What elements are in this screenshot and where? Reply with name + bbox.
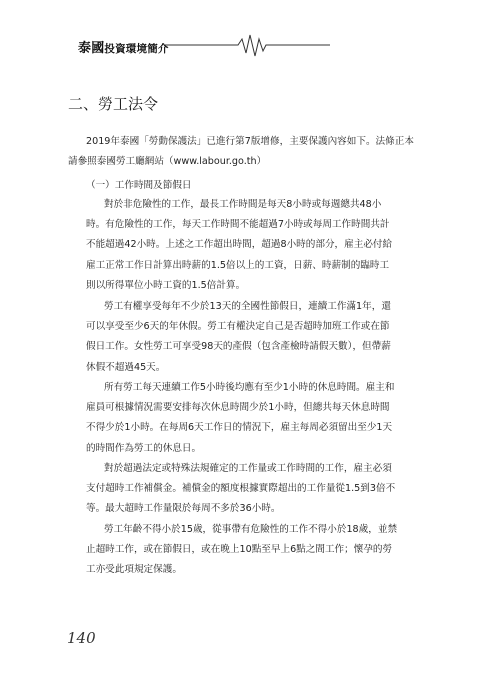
paragraph-line: 等。最大超時工作量限於每周不多於36小時。	[86, 503, 281, 515]
paragraph-line: 雇員可根據情況需要安排每次休息時間少於1小時，但總共每天休息時間	[86, 402, 390, 414]
paragraph-rest-time	[86, 378, 395, 459]
paragraph-line: 支付超時工作補償金。補償金的額度根據實際超出的工作量從1.5到3倍不	[86, 483, 396, 495]
paragraph-line: 休假不超過45天。	[86, 361, 166, 373]
paragraph-line: 止超時工作，或在節假日，或在晚上10點至早上6點之間工作；懷孕的勞	[86, 544, 393, 556]
section-title: 二、勞工法令	[68, 95, 159, 113]
paragraph-line: 不能超過42小時。上述之工作超出時間，超過8小時的部分，雇主必付給	[86, 239, 393, 251]
paragraph-line: 則以所得單位小時工資的1.5倍計算。	[86, 279, 246, 291]
paragraph-line: 不得少於1小時。在每周6天工作日的情況下，雇主每周必須留出至少1天	[86, 422, 393, 434]
page-number: 140	[67, 629, 96, 647]
intro-paragraph	[68, 132, 414, 172]
header-title-rest: 投資環境簡介	[104, 43, 169, 55]
paragraph-line: 工亦受此項規定保護。	[86, 564, 182, 576]
header-title	[78, 37, 169, 56]
paragraph-line: 時。有危險性的工作，每天工作時間不能超過7小時或每周工作時間共計	[86, 219, 390, 231]
paragraph-line: 所有勞工每天連續工作5小時後均應有至少1小時的休息時間。雇主和	[104, 382, 395, 393]
paragraph-line: 可以享受至少6天的年休假。勞工有權決定自己是否超時加班工作或在節	[86, 321, 390, 333]
paragraph-line: 勞工有權享受每年不少於13天的全國性節假日，連續工作滿1年，還	[104, 301, 391, 312]
paragraph-working-hours	[86, 195, 393, 296]
paragraph-line: 勞工年齡不得小於15歲，從事帶有危險性的工作不得小於18歲，並禁	[104, 524, 398, 535]
paragraph-overtime	[86, 459, 396, 520]
paragraph-holidays	[86, 297, 391, 378]
paragraph-minimum-age	[86, 520, 398, 581]
paragraph-line: 假日工作。女性勞工可享受98天的產假（包含產檢時請假天數），但帶薪	[86, 341, 391, 353]
intro-line: 請參照泰國勞工廳網站（www.labour.go.th）	[68, 156, 267, 168]
paragraph-line: 的時間作為勞工的休息日。	[86, 442, 202, 454]
subsection-title: （一）工作時間及節假日	[86, 180, 192, 191]
running-header	[78, 30, 418, 60]
paragraph-line: 對於非危險性的工作，最長工作時間是每天8小時或每週總共48小	[104, 199, 382, 210]
paragraph-line: 雇工正常工作日計算出時薪的1.5倍以上的工資，日薪、時薪制的臨時工	[86, 259, 390, 271]
header-title-prefix: 泰國	[78, 41, 105, 56]
intro-line: 2019年泰國「勞動保護法」已進行第7版增修，主要保護內容如下。法條正本	[86, 136, 414, 147]
paragraph-line: 對於超過法定或特殊法規確定的工作量或工作時間的工作，雇主必須	[104, 463, 392, 474]
